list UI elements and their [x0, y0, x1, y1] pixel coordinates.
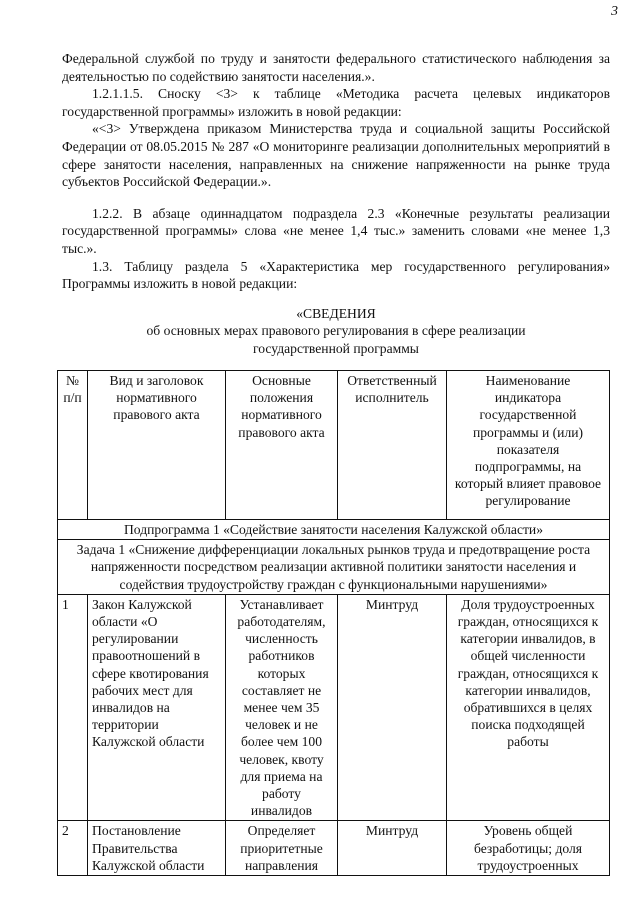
- section-title-line-3: государственной программы: [253, 340, 419, 356]
- row-indicator: Уровень общей безработицы; доля трудоустроенных: [447, 821, 610, 876]
- section-title: [62, 305, 610, 358]
- row-act: Закон Калужской области «О регулировании правоотношений в сфере квотирования рабочих мест для инвалидов на территории Калужской области: [88, 594, 226, 821]
- header-indicator: Наименование индикатора государственной программы и (или) показателя подпрограммы, на который влияет правовое регулирование: [447, 371, 610, 520]
- row-executor: Минтруд: [338, 594, 447, 821]
- row-executor: Минтруд: [338, 821, 447, 876]
- page-number: 3: [611, 4, 618, 19]
- regulation-table: [57, 370, 610, 876]
- header-num: № п/п: [58, 371, 88, 520]
- paragraph-4: 1.2.2. В абзаце одиннадцатом подраздела 2.3 «Конечные результаты реализации государственной программы» слова «не менее 1,4 тыс.» заменить словами «не менее 1,3 тыс.».: [62, 205, 610, 256]
- table-header-row: [58, 371, 610, 520]
- paragraph-5: 1.3. Таблицу раздела 5 «Характеристика мер государственного регулирования» Программы изложить в новой редакции:: [62, 258, 610, 292]
- table-row: [58, 594, 610, 821]
- paragraph-1: Федеральной службой по труду и занятости федерального статистического наблюдения за деятельностью по содействию занятости населения.».: [62, 51, 610, 84]
- header-act: Вид и заголовок нормативного правового акта: [88, 371, 226, 520]
- table-row: [58, 821, 610, 876]
- row-num: 2: [58, 821, 88, 876]
- header-provisions: Основные положения нормативного правового акта: [226, 371, 338, 520]
- subprogram-row: Подпрограмма 1 «Содействие занятости населения Калужской области»: [58, 520, 610, 540]
- section-title-line-2: об основных мерах правового регулирования в сфере реализации: [146, 323, 526, 339]
- document-text: [62, 50, 610, 358]
- header-executor: Ответственный исполнитель: [338, 371, 447, 520]
- row-provisions: Устанавливает работодателям, численность работников которых составляет не менее чем 35 человек и не более чем 100 человек, квоту для приема на работу инвалидов: [226, 594, 338, 821]
- task-row: Задача 1 «Снижение дифференциации локальных рынков труда и предотвращение роста напряженности посредством реализации активной политики занятости населения и содействия трудоустройству граждан с функциональными нарушениями»: [58, 540, 610, 595]
- row-num: 1: [58, 594, 88, 821]
- paragraph-3: «<3> Утверждена приказом Министерства труда и социальной защиты Российской Федерации от 08.05.2015 № 287 «О мониторинге реализации дополнительных мероприятий в сфере занятости населения, направленных на снижение напряженности на рынке труда субъектов Российской Федерации.».: [62, 121, 610, 190]
- row-indicator: Доля трудоустроенных граждан, относящихся к категории инвалидов, в общей численности граждан, относящихся к категории инвалидов, обратившихся в целях поиска подходящей работы: [447, 594, 610, 821]
- row-act: Постановление Правительства Калужской области: [88, 821, 226, 876]
- section-title-line-1: «СВЕДЕНИЯ: [296, 305, 376, 321]
- row-provisions: Определяет приоритетные направления: [226, 821, 338, 876]
- paragraph-2: 1.2.1.1.5. Сноску <3> к таблице «Методика расчета целевых индикаторов государственной программы» изложить в новой редакции:: [62, 86, 610, 119]
